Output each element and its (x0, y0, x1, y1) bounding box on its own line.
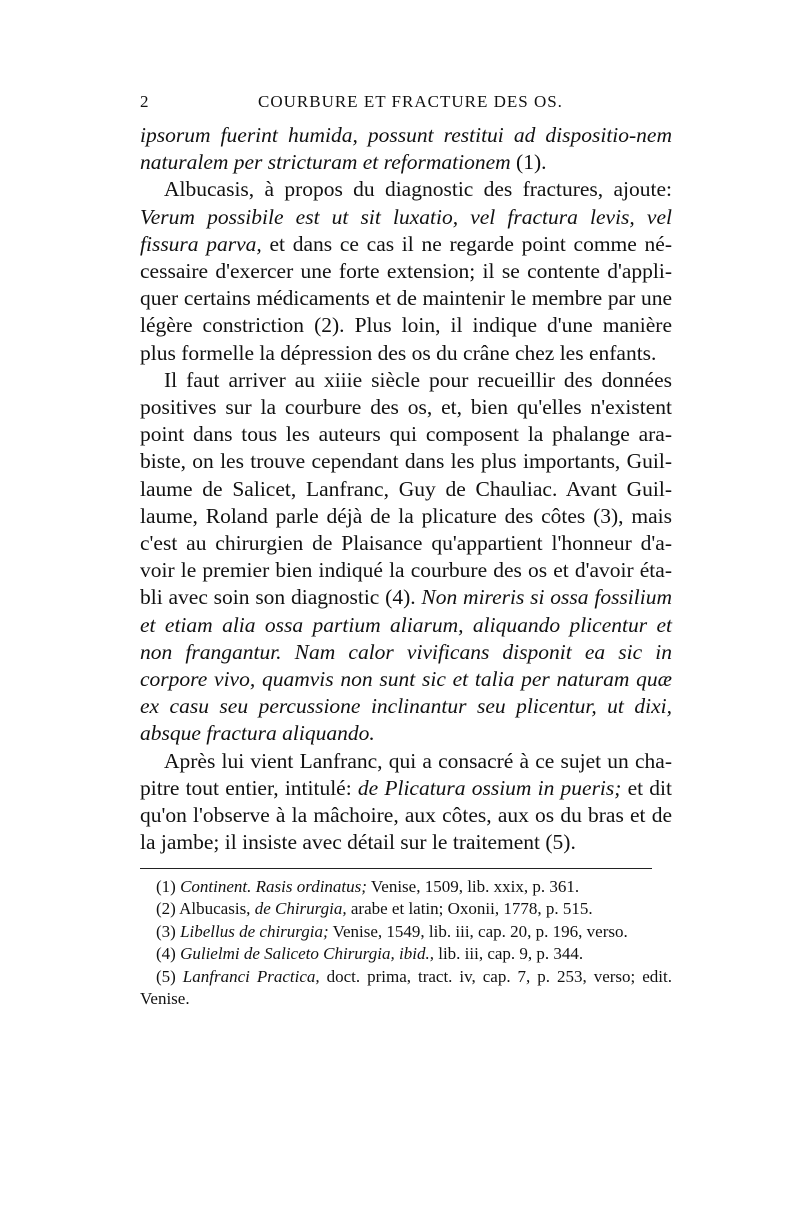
italic-text: Continent. Rasis ordinatus; (180, 877, 367, 896)
italic-text: Gulielmi de Saliceto Chirurgia, ibid., (180, 944, 434, 964)
italic-text: de Chirurgia, (254, 899, 347, 919)
italic-text: Lanfranci Practica, (182, 966, 320, 986)
text-run: Venise, 1549, lib. iii, cap. 20, p. 196, verso. (328, 921, 628, 941)
text-run: (2) Albucasis, (156, 899, 255, 919)
text-run: (1). (510, 150, 547, 175)
page-number: 2 (140, 92, 150, 111)
footnote (140, 921, 672, 943)
running-title: COURBURE ET FRACTURE DES OS. (258, 92, 563, 111)
text-run: Il faut arriver au xiiie siècle pour recueillir des données positives sur la courbure des os, et, bien qu'elles n'existent point dans tous les auteurs qui composent la phalange ara-biste, on les trouve cependant dans les plus importants, Guil-laume de Salicet, Lanfranc, Guy de Chauliac. Avant Guil-laume, Roland parle déjà de la plicature des côtes (3), mais c'est au chirurgien de Plaisance qu'appartient l'honneur d'a-voir le premier bien indiqué la courbure des os et d'avoir éta-bli avec soin son diagnostic (4). (140, 367, 672, 610)
italic-text: Verum possibile est ut sit luxatio, vel fractura levis, vel fissura parva, (140, 204, 672, 256)
text-run: doct. prima, tract. iv, cap. 7, p. 253, verso; edit. Venise. (140, 966, 672, 1009)
italic-text: de Plicatura ossium in pueris; (357, 775, 622, 800)
text-run: (3) (156, 921, 181, 941)
text-run: (1) (156, 877, 181, 896)
footnote (140, 943, 672, 965)
footnote (140, 898, 672, 920)
text-run: et dans ce cas il ne regarde point comme né-cessaire d'exercer une forte extension; il se contente d'appli-quer certains médicaments et de maintenir le membre par une légère constriction (2). Plus loin, il indique d'une manière plus formelle la dépression des os du crâne chez les enfants. (140, 231, 672, 365)
text-run: Après lui vient Lanfranc, qui a consacré à ce sujet un cha-pitre tout entier, intitulé: (140, 748, 672, 800)
paragraph (140, 367, 672, 748)
footnote (140, 876, 672, 898)
paragraph (140, 176, 672, 366)
footnote-divider (140, 868, 652, 869)
text-run: arabe et latin; Oxonii, 1778, p. 515. (346, 899, 593, 919)
text-run: (4) (156, 944, 181, 964)
text-run: (5) (156, 966, 183, 986)
main-text (140, 122, 672, 856)
footnote (140, 966, 672, 1011)
footnotes (140, 876, 672, 1010)
paragraph (140, 122, 672, 176)
italic-text: Libellus de chirurgia; (180, 921, 329, 941)
text-run: et dit qu'on l'observe à la mâchoire, aux côtes, aux os du bras et de la jambe; il insiste avec détail sur le traitement (5). (140, 775, 672, 855)
text-run: Albucasis, à propos du diagnostic des fractures, ajoute: (164, 177, 672, 202)
text-run: Venise, 1509, lib. xxix, p. 361. (366, 877, 580, 896)
italic-text: ipsorum fuerint humida, possunt restitui ad dispositio-nem naturalem per stricturam et reformationem (140, 123, 672, 175)
paragraph (140, 748, 672, 857)
running-head (140, 92, 670, 118)
italic-text: Non mireris si ossa fossilium et etiam alia ossa partium aliarum, aliquando plicentur et non frangantur. Nam calor vivificans disponit ea sic in corpore vivo, quamvis non sunt sic et talia per naturam quæ ex casu seu percussione inclinantur seu plicentur, ut dixi, absque fractura aliquando. (140, 585, 672, 746)
text-run: lib. iii, cap. 9, p. 344. (433, 944, 584, 964)
